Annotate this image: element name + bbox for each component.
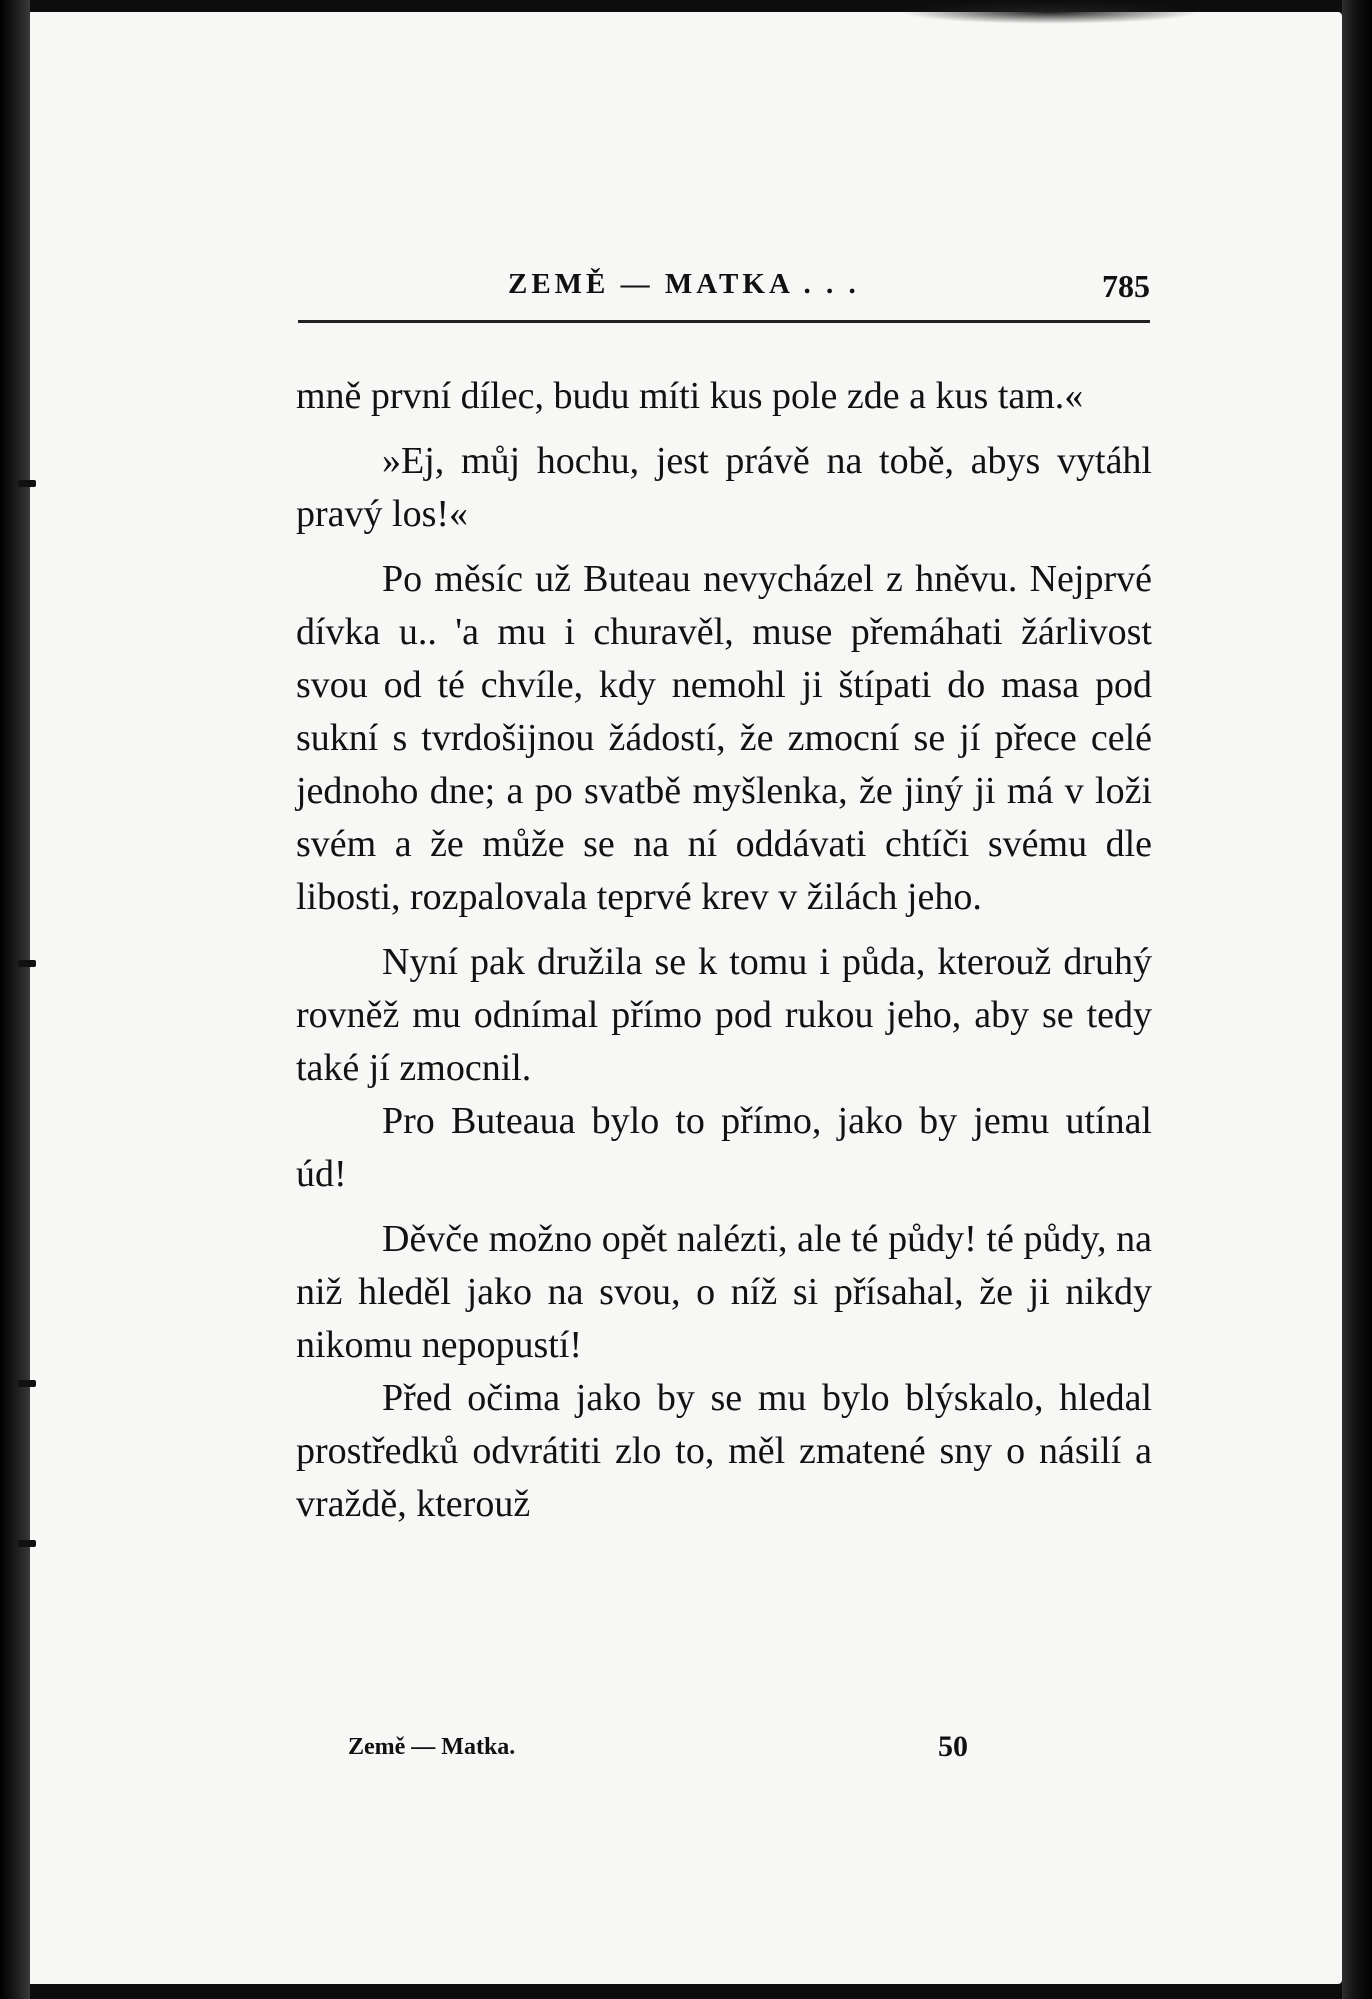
spine-mark	[18, 960, 36, 967]
sheet-number: 50	[938, 1730, 968, 1763]
paragraph: Děvče možno opět nalézti, ale té půdy! té půdy, na niž hleděl jako na svou, o níž si přísahal, že ji nikdy nikomu nepopustí!	[296, 1218, 1152, 1366]
spine-mark	[18, 1540, 36, 1547]
spine-mark	[18, 1380, 36, 1387]
page-right-edge	[1342, 0, 1372, 1999]
body-text	[296, 370, 1152, 1531]
signature-mark: Země — Matka.	[348, 1734, 516, 1760]
paragraph: Před očima jako by se mu bylo blýskalo, hledal prostředků odvrátiti zlo to, měl zmatené sny o násilí a vraždě, kterouž	[296, 1377, 1152, 1525]
header-rule	[298, 320, 1150, 323]
spine-mark	[18, 480, 36, 487]
paragraph: Pro Buteaua bylo to přímo, jako by jemu utínal úd!	[296, 1100, 1152, 1195]
top-shadow	[900, 0, 1200, 24]
running-head	[298, 268, 1150, 308]
paragraph: Po měsíc už Buteau nevycházel z hněvu. Nejprvé dívka u.. 'a mu i churavěl, muse přemáhati žárlivost svou od té chvíle, kdy nemohl ji štípati do masa pod sukní s tvrdošijnou žádostí, že zmocní se jí přece celé jednoho dne; a po svatbě myšlenka, že jiný ji má v loži svém a že může se na ní oddávati chtíči svému dle libosti, rozpalovala teprvé krev v žilách jeho.	[296, 558, 1152, 918]
page-footer	[348, 1730, 1048, 1770]
running-head-title: ZEMĚ — MATKA . . .	[508, 268, 860, 300]
paragraph: »Ej, můj hochu, jest právě na tobě, abys vytáhl pravý los!«	[296, 440, 1152, 535]
page-number: 785	[1102, 268, 1150, 304]
paragraph: Nyní pak družila se k tomu i půda, kterouž druhý rovněž mu odnímal přímo pod rukou jeho, aby se tedy také jí zmocnil.	[296, 941, 1152, 1089]
book-spine-edge	[0, 0, 30, 1999]
paragraph: mně první dílec, budu míti kus pole zde a kus tam.«	[296, 375, 1084, 417]
